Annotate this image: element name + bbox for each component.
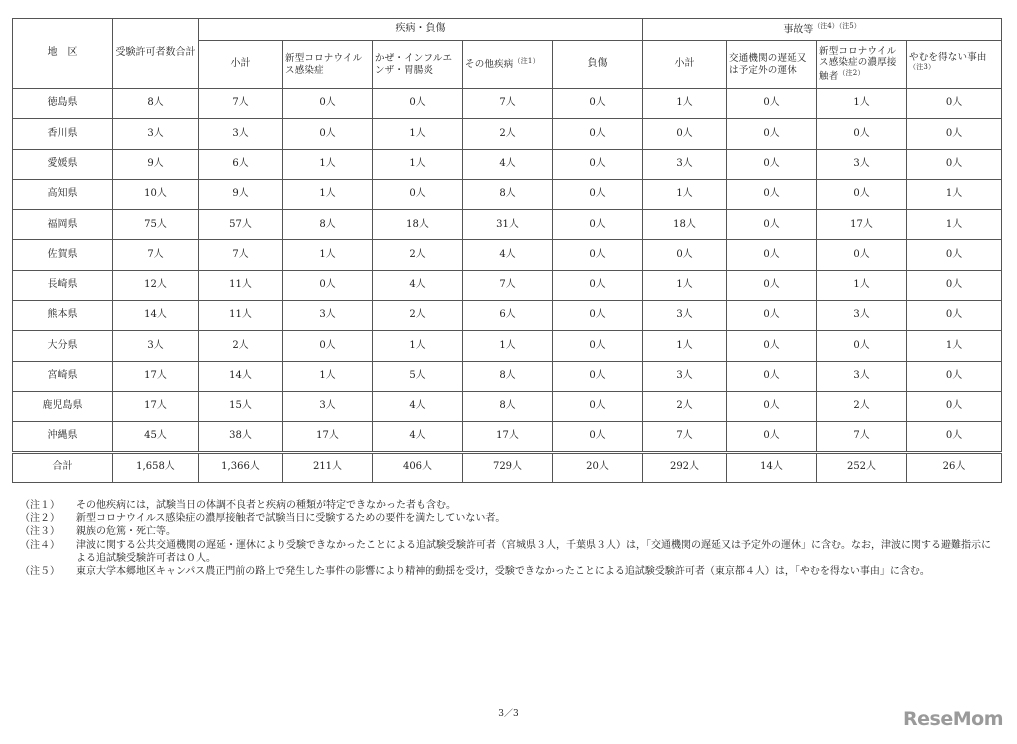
data-cell: 0人 bbox=[727, 119, 817, 149]
data-cell: 3人 bbox=[643, 361, 727, 391]
header-region: 地 区 bbox=[13, 19, 113, 89]
data-cell: 3人 bbox=[817, 361, 907, 391]
data-cell: 0人 bbox=[907, 119, 1002, 149]
data-cell: 7人 bbox=[199, 89, 283, 119]
data-cell: 0人 bbox=[727, 331, 817, 361]
footnote-text: 親族の危篤・死亡等。 bbox=[76, 526, 176, 538]
data-cell: 17人 bbox=[113, 361, 199, 391]
prefecture-name: 佐賀県 bbox=[13, 240, 113, 270]
data-cell: 0人 bbox=[643, 119, 727, 149]
table-row bbox=[13, 89, 1002, 119]
data-cell: 0人 bbox=[553, 179, 643, 209]
data-cell: 17人 bbox=[817, 210, 907, 240]
data-cell: 0人 bbox=[553, 422, 643, 452]
prefecture-name: 香川県 bbox=[13, 119, 113, 149]
footnote-text: 新型コロナウイルス感染症の濃厚接触者で試験当日に受験するための要件を満たしていない者。 bbox=[76, 513, 506, 525]
exam-permit-table bbox=[12, 18, 1002, 483]
data-cell: 0人 bbox=[817, 240, 907, 270]
footnote-item bbox=[20, 525, 1000, 538]
data-cell: 7人 bbox=[199, 240, 283, 270]
data-cell: 0人 bbox=[553, 301, 643, 331]
footnote-label: （注５） bbox=[20, 566, 60, 578]
data-cell: 3人 bbox=[643, 301, 727, 331]
data-cell: 2人 bbox=[199, 331, 283, 361]
data-cell: 2人 bbox=[463, 119, 553, 149]
header-other-illness-label: その他疾病 bbox=[465, 59, 514, 71]
data-cell: 17人 bbox=[283, 422, 373, 452]
table-row bbox=[13, 179, 1002, 209]
page-number: 3／3 bbox=[498, 709, 519, 719]
footnote-item bbox=[20, 565, 1000, 578]
data-cell: 3人 bbox=[113, 331, 199, 361]
data-cell: 1人 bbox=[373, 331, 463, 361]
data-cell: 1人 bbox=[283, 179, 373, 209]
data-cell: 0人 bbox=[907, 301, 1002, 331]
table-row bbox=[13, 270, 1002, 300]
total-cell: 14人 bbox=[727, 452, 817, 482]
data-cell: 0人 bbox=[553, 210, 643, 240]
footnote-text: 東京大学本郷地区キャンパス農正門前の路上で発生した事件の影響により精神的動揺を受け，受験できなかったことによる追試験受験許可者（東京都４人）は，「やむを得ない事由」に含む。 bbox=[76, 566, 930, 578]
total-cell: 26人 bbox=[907, 452, 1002, 482]
data-cell: 6人 bbox=[199, 149, 283, 179]
data-cell: 8人 bbox=[463, 361, 553, 391]
total-cell: 211人 bbox=[283, 452, 373, 482]
data-cell: 4人 bbox=[463, 240, 553, 270]
total-cell: 1,658人 bbox=[113, 452, 199, 482]
data-cell: 8人 bbox=[113, 89, 199, 119]
total-cell: 20人 bbox=[553, 452, 643, 482]
data-cell: 9人 bbox=[199, 179, 283, 209]
data-cell: 4人 bbox=[463, 149, 553, 179]
data-cell: 0人 bbox=[283, 331, 373, 361]
data-cell: 0人 bbox=[907, 240, 1002, 270]
header-unavoidable-label: やむを得ない事由 bbox=[909, 51, 987, 63]
data-cell: 17人 bbox=[463, 422, 553, 452]
data-cell: 0人 bbox=[553, 391, 643, 421]
data-cell: 0人 bbox=[727, 179, 817, 209]
prefecture-name: 鹿児島県 bbox=[13, 391, 113, 421]
data-cell: 14人 bbox=[113, 301, 199, 331]
footnote-text: その他疾病には，試験当日の体調不良者と疾病の種類が特定できなかった者も含む。 bbox=[76, 500, 456, 511]
data-cell: 2人 bbox=[643, 391, 727, 421]
total-cell: 1,366人 bbox=[199, 452, 283, 482]
data-cell: 1人 bbox=[907, 179, 1002, 209]
data-cell: 10人 bbox=[113, 179, 199, 209]
prefecture-name: 熊本県 bbox=[13, 301, 113, 331]
data-cell: 4人 bbox=[373, 391, 463, 421]
data-cell: 0人 bbox=[907, 361, 1002, 391]
table-row bbox=[13, 210, 1002, 240]
header-subtotal-accident: 小計 bbox=[643, 41, 727, 89]
data-cell: 2人 bbox=[817, 391, 907, 421]
data-cell: 0人 bbox=[727, 422, 817, 452]
data-cell: 0人 bbox=[553, 89, 643, 119]
footnote-label: （注２） bbox=[20, 513, 60, 525]
total-cell: 406人 bbox=[373, 452, 463, 482]
data-cell: 0人 bbox=[907, 149, 1002, 179]
data-cell: 0人 bbox=[553, 270, 643, 300]
prefecture-name: 大分県 bbox=[13, 331, 113, 361]
data-cell: 1人 bbox=[643, 179, 727, 209]
data-cell: 0人 bbox=[553, 331, 643, 361]
data-cell: 1人 bbox=[373, 119, 463, 149]
data-cell: 7人 bbox=[817, 422, 907, 452]
data-cell: 0人 bbox=[727, 210, 817, 240]
data-cell: 7人 bbox=[643, 422, 727, 452]
data-cell: 15人 bbox=[199, 391, 283, 421]
footnote-item bbox=[20, 539, 1000, 565]
prefecture-name: 長崎県 bbox=[13, 270, 113, 300]
table-row bbox=[13, 391, 1002, 421]
data-cell: 0人 bbox=[727, 391, 817, 421]
data-cell: 0人 bbox=[817, 179, 907, 209]
data-cell: 0人 bbox=[727, 270, 817, 300]
data-cell: 18人 bbox=[373, 210, 463, 240]
prefecture-name: 高知県 bbox=[13, 179, 113, 209]
table-row bbox=[13, 331, 1002, 361]
data-cell: 3人 bbox=[283, 391, 373, 421]
table-row bbox=[13, 361, 1002, 391]
data-cell: 57人 bbox=[199, 210, 283, 240]
data-cell: 38人 bbox=[199, 422, 283, 452]
data-cell: 0人 bbox=[907, 89, 1002, 119]
data-cell: 0人 bbox=[817, 331, 907, 361]
data-cell: 1人 bbox=[643, 331, 727, 361]
header-total-permitted: 受験許可者数合計 bbox=[113, 19, 199, 89]
total-cell: 292人 bbox=[643, 452, 727, 482]
footnotes bbox=[20, 499, 1000, 578]
header-other-illness bbox=[463, 41, 553, 89]
data-cell: 1人 bbox=[643, 270, 727, 300]
header-subtotal-illness: 小計 bbox=[199, 41, 283, 89]
data-cell: 3人 bbox=[113, 119, 199, 149]
data-cell: 11人 bbox=[199, 270, 283, 300]
data-cell: 0人 bbox=[373, 179, 463, 209]
data-cell: 0人 bbox=[553, 240, 643, 270]
header-close-contact-label: 新型コロナウイルス感染症の濃厚接触者 bbox=[819, 45, 897, 83]
footnote-item bbox=[20, 512, 1000, 525]
header-transport: 交通機関の遅延又は予定外の運休 bbox=[727, 41, 817, 89]
data-cell: 14人 bbox=[199, 361, 283, 391]
data-cell: 2人 bbox=[373, 301, 463, 331]
data-cell: 0人 bbox=[907, 270, 1002, 300]
data-cell: 17人 bbox=[113, 391, 199, 421]
table-body bbox=[13, 89, 1002, 483]
header-accident-label: 事故等 bbox=[783, 24, 814, 36]
data-cell: 0人 bbox=[727, 361, 817, 391]
data-cell: 0人 bbox=[283, 89, 373, 119]
table-row bbox=[13, 422, 1002, 452]
total-cell: 729人 bbox=[463, 452, 553, 482]
header-covid: 新型コロナウイルス感染症 bbox=[283, 41, 373, 89]
data-cell: 0人 bbox=[817, 119, 907, 149]
data-cell: 0人 bbox=[727, 149, 817, 179]
header-close-contact-note: （注2） bbox=[838, 69, 865, 78]
data-cell: 2人 bbox=[373, 240, 463, 270]
data-cell: 7人 bbox=[463, 89, 553, 119]
data-cell: 6人 bbox=[463, 301, 553, 331]
data-cell: 0人 bbox=[553, 361, 643, 391]
data-cell: 0人 bbox=[907, 391, 1002, 421]
data-cell: 3人 bbox=[817, 301, 907, 331]
data-cell: 11人 bbox=[199, 301, 283, 331]
data-cell: 8人 bbox=[283, 210, 373, 240]
data-cell: 3人 bbox=[283, 301, 373, 331]
data-cell: 7人 bbox=[463, 270, 553, 300]
data-cell: 0人 bbox=[553, 119, 643, 149]
data-cell: 3人 bbox=[643, 149, 727, 179]
footnote-label: （注３） bbox=[20, 526, 60, 538]
data-cell: 9人 bbox=[113, 149, 199, 179]
header-unavoidable-note: （注3） bbox=[909, 63, 936, 72]
prefecture-name: 沖縄県 bbox=[13, 422, 113, 452]
data-cell: 0人 bbox=[907, 422, 1002, 452]
prefecture-name: 宮崎県 bbox=[13, 361, 113, 391]
data-cell: 0人 bbox=[643, 240, 727, 270]
prefecture-name: 福岡県 bbox=[13, 210, 113, 240]
data-cell: 18人 bbox=[643, 210, 727, 240]
data-cell: 4人 bbox=[373, 422, 463, 452]
prefecture-name: 愛媛県 bbox=[13, 149, 113, 179]
data-cell: 3人 bbox=[817, 149, 907, 179]
header-illness-group: 疾病・負傷 bbox=[199, 19, 643, 41]
header-unavoidable bbox=[907, 41, 1002, 89]
brand-logo: ReseMom bbox=[903, 708, 1003, 730]
footnote-text: 津波に関する公共交通機関の遅延・運休により受験できなかったことによる追試験受験許可者（宮城県３人，千葉県３人）は，「交通機関の遅延又は予定外の運休」に含む。なお，津波に関する避難指示による追試験受験許可者は０人。 bbox=[76, 539, 991, 564]
data-cell: 31人 bbox=[463, 210, 553, 240]
header-accident-note: （注4）（注5） bbox=[813, 22, 861, 31]
data-cell: 1人 bbox=[283, 361, 373, 391]
data-cell: 7人 bbox=[113, 240, 199, 270]
footnote-item bbox=[20, 499, 1000, 512]
data-cell: 1人 bbox=[907, 331, 1002, 361]
data-cell: 1人 bbox=[817, 270, 907, 300]
footnote-label: （注４） bbox=[20, 539, 60, 551]
data-cell: 1人 bbox=[283, 149, 373, 179]
data-cell: 8人 bbox=[463, 391, 553, 421]
data-cell: 8人 bbox=[463, 179, 553, 209]
data-cell: 0人 bbox=[283, 119, 373, 149]
data-cell: 1人 bbox=[373, 149, 463, 179]
table-row bbox=[13, 119, 1002, 149]
data-cell: 1人 bbox=[643, 89, 727, 119]
data-cell: 3人 bbox=[199, 119, 283, 149]
data-cell: 1人 bbox=[283, 240, 373, 270]
footnote-label: （注１） bbox=[20, 500, 60, 511]
data-cell: 75人 bbox=[113, 210, 199, 240]
total-label: 合計 bbox=[13, 452, 113, 482]
data-cell: 5人 bbox=[373, 361, 463, 391]
table-row bbox=[13, 240, 1002, 270]
header-close-contact bbox=[817, 41, 907, 89]
data-cell: 0人 bbox=[727, 301, 817, 331]
data-cell: 45人 bbox=[113, 422, 199, 452]
table-row bbox=[13, 301, 1002, 331]
prefecture-name: 徳島県 bbox=[13, 89, 113, 119]
data-cell: 1人 bbox=[817, 89, 907, 119]
total-row bbox=[13, 452, 1002, 482]
header-other-illness-note: （注1） bbox=[513, 57, 540, 66]
data-cell: 0人 bbox=[727, 89, 817, 119]
total-cell: 252人 bbox=[817, 452, 907, 482]
table-row bbox=[13, 149, 1002, 179]
data-cell: 4人 bbox=[373, 270, 463, 300]
data-cell: 0人 bbox=[553, 149, 643, 179]
data-cell: 12人 bbox=[113, 270, 199, 300]
header-flu: かぜ・インフルエンザ・胃腸炎 bbox=[373, 41, 463, 89]
data-cell: 1人 bbox=[907, 210, 1002, 240]
header-accident-group bbox=[643, 19, 1002, 41]
data-cell: 0人 bbox=[373, 89, 463, 119]
data-cell: 1人 bbox=[463, 331, 553, 361]
header-injury: 負傷 bbox=[553, 41, 643, 89]
data-cell: 0人 bbox=[283, 270, 373, 300]
data-cell: 0人 bbox=[727, 240, 817, 270]
